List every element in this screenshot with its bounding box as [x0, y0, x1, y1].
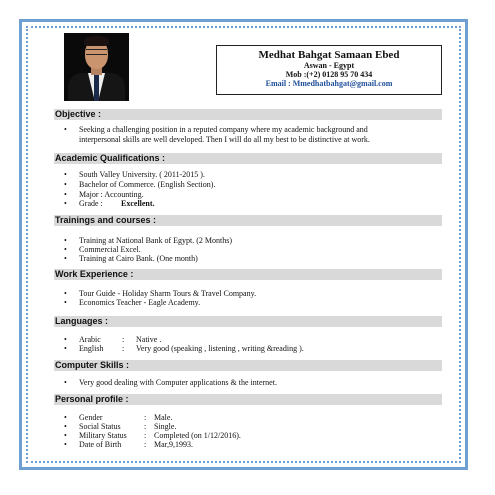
objective-line-1: Seeking a challenging position in a reputed company where my academic background and: [79, 125, 368, 134]
profile-photo: [64, 33, 129, 101]
section-trainings: Trainings and courses :: [54, 215, 442, 226]
section-languages: Languages :: [54, 316, 442, 327]
grade-value: Excellent.: [121, 199, 155, 208]
section-academic: Academic Qualifications :: [54, 153, 442, 164]
section-personal: Personal profile :: [54, 394, 442, 405]
candidate-name: Medhat Bahgat Samaan Ebed: [258, 49, 400, 61]
section-computer: Computer Skills :: [54, 360, 442, 371]
objective-line-2: interpersonal skills are well developed. Then I will do all my best to be distinctive at work.: [79, 135, 370, 144]
section-experience: Work Experience :: [54, 269, 442, 280]
location: Aswan - Egypt: [303, 61, 355, 70]
email-link[interactable]: Email : Mmedhatbahgat@gmail.com: [265, 79, 393, 88]
mobile: Mob :(+2) 0128 95 70 434: [285, 70, 373, 79]
contact-card: [216, 45, 442, 95]
section-objective: Objective :: [54, 109, 442, 120]
